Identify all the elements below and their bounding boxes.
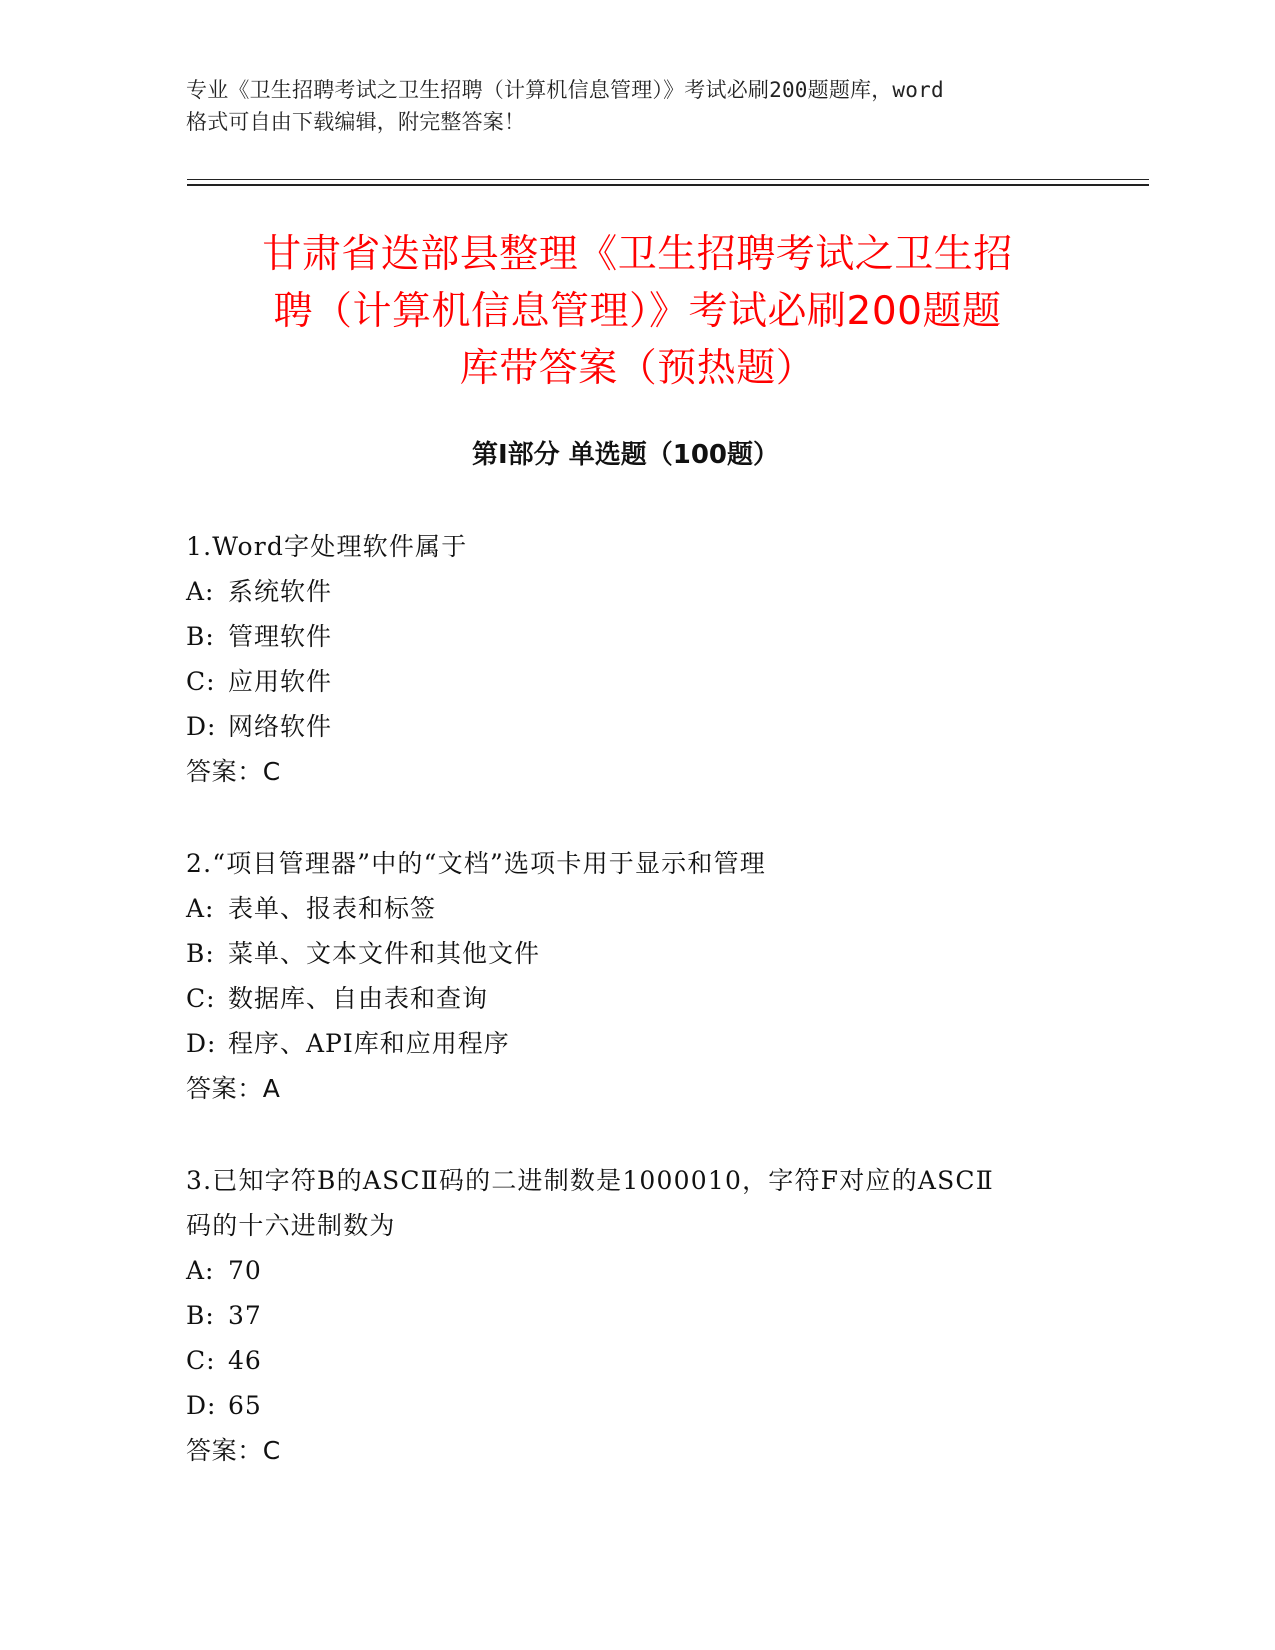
header-note-line-2: 格式可自由下载编辑，附完整答案！ [186,110,526,134]
question-2-option-b [186,931,1106,976]
option-text: 程序、API库和应用程序 [228,1029,510,1058]
question-2-answer: 答案：A [186,1074,281,1103]
header-divider-thick [187,184,1149,186]
option-letter: C: [186,1346,216,1375]
question-1-option-d [186,704,1106,749]
option-letter: A: [186,1256,215,1285]
question-3-answer: 答案：C [186,1436,281,1465]
document-header-note [186,74,1086,138]
question-2-option-a [186,886,1106,931]
document-title-line-2: 聘（计算机信息管理）》考试必刷200题题 [273,289,1002,334]
option-text: 管理软件 [228,622,333,651]
question-1-option-a [186,569,1106,614]
question-3-option-b [186,1293,1106,1338]
option-letter: B: [186,1301,215,1330]
option-text: 65 [228,1391,262,1420]
question-block-1 [186,524,1106,795]
header-note-line-1: 专业《卫生招聘考试之卫生招聘（计算机信息管理）》考试必刷200题题库，word [186,78,944,102]
option-text: 37 [228,1301,262,1330]
option-text: 70 [228,1256,262,1285]
header-divider-thin [187,179,1149,180]
option-text: 数据库、自由表和查询 [228,984,489,1013]
document-title [165,226,1110,397]
question-block-2 [186,841,1106,1112]
option-letter: C: [186,667,216,696]
option-letter: C: [186,984,216,1013]
option-text: 应用软件 [228,667,333,696]
option-text: 系统软件 [228,577,333,606]
option-letter: D: [186,1029,217,1058]
question-3-text-line-2: 码的十六进制数为 [186,1211,396,1240]
question-block-3 [186,1158,1106,1474]
option-text: 表单、报表和标签 [228,894,437,923]
option-text: 46 [228,1346,262,1375]
question-2-option-d [186,1021,1106,1066]
question-3-option-d [186,1383,1106,1428]
option-text: 网络软件 [228,712,333,741]
question-3-text-line-1: 3.已知字符B的ASCⅡ码的二进制数是1000010，字符F对应的ASCⅡ [186,1166,994,1195]
question-2-text: 2.“项目管理器”中的“文档”选项卡用于显示和管理 [186,849,766,878]
question-1-answer: 答案：C [186,757,281,786]
section-title: 第Ⅰ部分 单选题（100题） [472,440,779,470]
option-letter: D: [186,712,217,741]
question-3-option-c [186,1338,1106,1383]
option-letter: A: [186,894,215,923]
question-1-option-c [186,659,1106,704]
option-letter: B: [186,622,215,651]
option-letter: A: [186,577,215,606]
option-letter: D: [186,1391,217,1420]
option-letter: B: [186,939,215,968]
question-3-option-a [186,1248,1106,1293]
document-title-line-1: 甘肃省迭部县整理《卫生招聘考试之卫生招 [262,232,1013,277]
question-2-option-c [186,976,1106,1021]
question-1-text: 1.Word字处理软件属于 [186,532,468,561]
option-text: 菜单、文本文件和其他文件 [228,939,541,968]
document-title-line-3: 库带答案（预热题） [459,346,816,391]
question-1-option-b [186,614,1106,659]
